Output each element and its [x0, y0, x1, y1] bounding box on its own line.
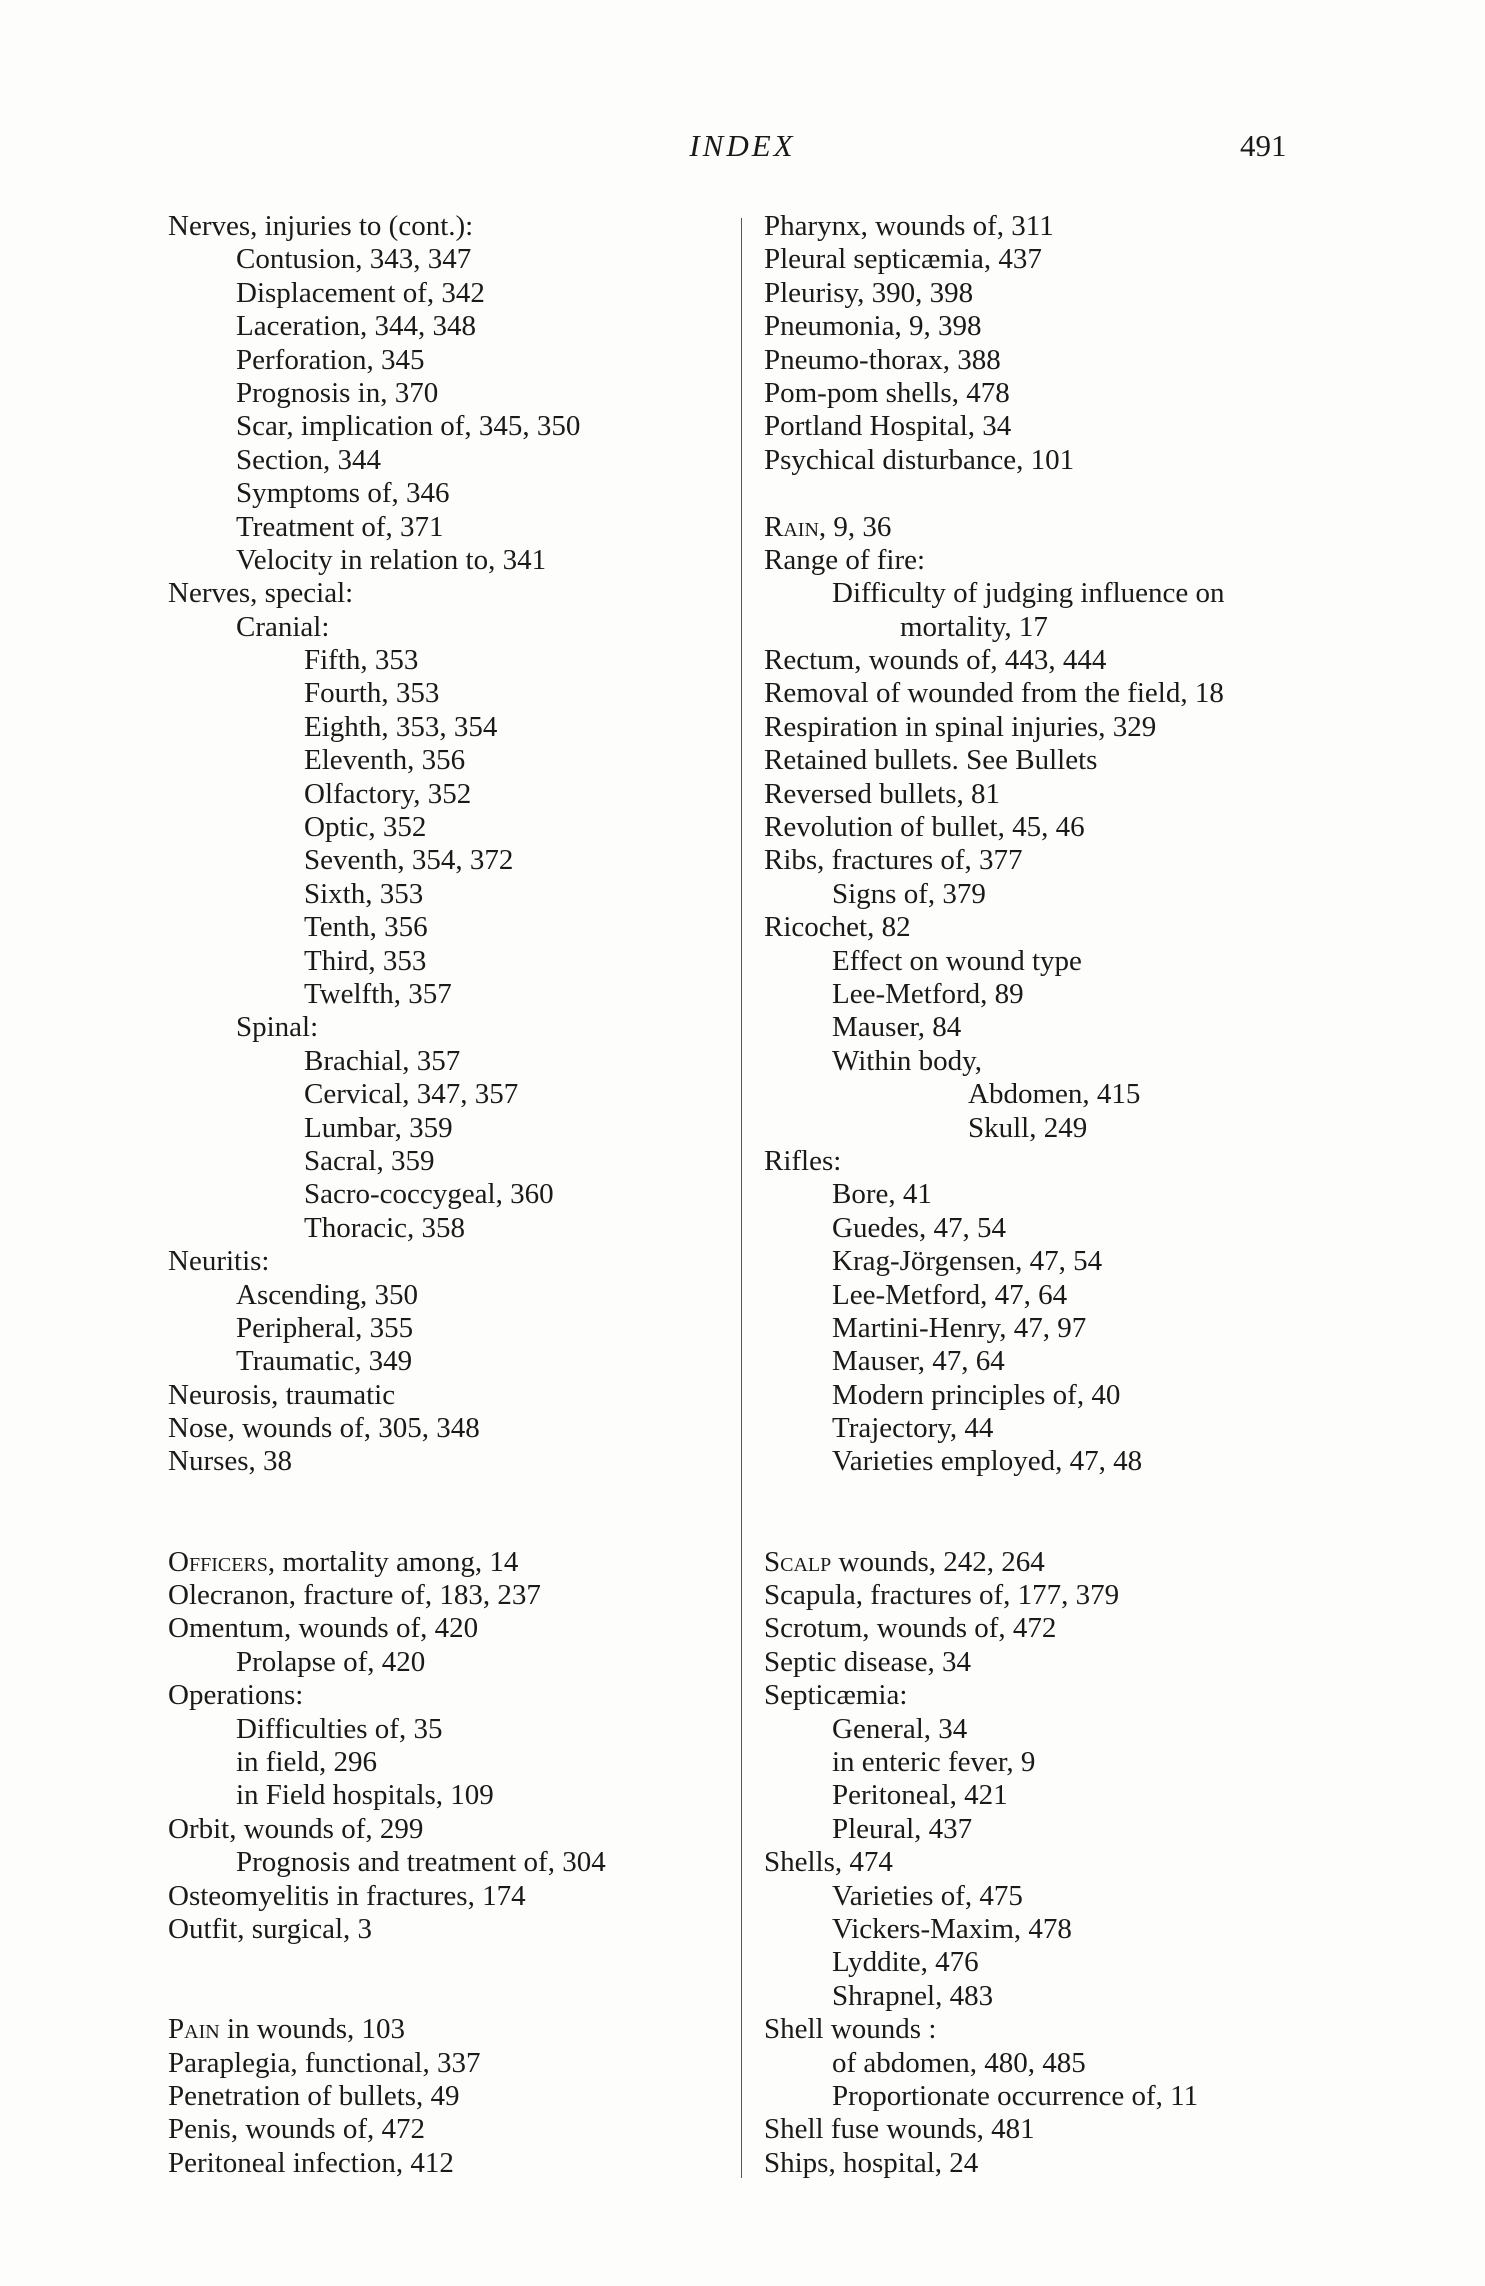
index-entry	[764, 677, 1324, 710]
entry-text: in Field hospitals, 109	[236, 1779, 494, 1812]
entry-text: in enteric fever, 9	[832, 1745, 1036, 1778]
index-entry	[168, 377, 728, 410]
index-entry	[168, 2013, 728, 2046]
entry-text: Mauser, 47, 64	[832, 1345, 1005, 1378]
index-entry	[764, 577, 1324, 610]
index-entry	[764, 410, 1324, 443]
index-column-right	[764, 210, 1324, 2180]
entry-text: Perforation, 345	[236, 343, 425, 376]
index-entry	[168, 1379, 728, 1412]
index-entry	[764, 1279, 1324, 1312]
entry-text: Pneumo-thorax, 388	[764, 343, 1001, 376]
index-entry	[168, 878, 728, 911]
index-entry	[168, 2080, 728, 2113]
index-entry	[168, 243, 728, 276]
index-entry	[764, 844, 1324, 877]
index-entry	[764, 1612, 1324, 1645]
index-entry	[764, 1045, 1324, 1078]
entry-text: Shell wounds :	[764, 2013, 937, 2046]
index-entry	[764, 243, 1324, 276]
entry-text: Section, 344	[236, 443, 381, 476]
entry-text: Krag-Jörgensen, 47, 54	[832, 1245, 1103, 1278]
entry-text: Ascending, 350	[236, 1278, 419, 1311]
entry-text: Pom-pom shells, 478	[764, 376, 1010, 409]
entry-text: Thoracic, 358	[304, 1211, 466, 1244]
entry-text: Traumatic, 349	[236, 1345, 413, 1378]
entry-text: Vickers-Maxim, 478	[832, 1912, 1072, 1945]
entry-text: Nerves, injuries to (cont.):	[168, 210, 474, 242]
index-entry	[764, 1980, 1324, 2013]
index-entry	[764, 1178, 1324, 1211]
index-entry	[764, 945, 1324, 978]
entry-text: Scapula, fractures of, 177, 379	[764, 1579, 1120, 1612]
index-entry	[168, 611, 728, 644]
entry-text: Abdomen, 415	[968, 1078, 1141, 1111]
entry-text: Peripheral, 355	[236, 1311, 414, 1344]
entry-text: Reversed bullets, 81	[764, 777, 1000, 810]
entry-text: Outfit, surgical, 3	[168, 1912, 373, 1945]
index-entry	[764, 911, 1324, 944]
entry-text: Brachial, 357	[304, 1044, 461, 1077]
index-entry	[764, 1846, 1324, 1879]
entry-text: Fourth, 353	[304, 677, 440, 710]
index-entry	[168, 444, 728, 477]
entry-text: Lee-Metford, 89	[832, 977, 1024, 1010]
index-entry	[764, 344, 1324, 377]
index-entry	[168, 2047, 728, 2080]
index-entry	[168, 477, 728, 510]
entry-text: Cervical, 347, 357	[304, 1078, 519, 1111]
index-entry	[168, 1178, 728, 1211]
index-entry	[764, 210, 1324, 243]
index-entry	[168, 511, 728, 544]
index-entry	[168, 1546, 728, 1579]
index-entry	[168, 2147, 728, 2180]
entry-text: , 9, 36	[818, 510, 892, 543]
index-entry	[168, 1579, 728, 1612]
entry-text: Neurosis, traumatic	[168, 1378, 396, 1411]
index-entry	[764, 1112, 1324, 1145]
entry-text: Contusion, 343, 347	[236, 243, 472, 276]
entry-text: Removal of wounded from the field, 18	[764, 677, 1224, 710]
entry-text: Trajectory, 44	[832, 1412, 994, 1445]
entry-text: Displacement of, 342	[236, 276, 485, 309]
index-entry	[168, 811, 728, 844]
entry-text: Guedes, 47, 54	[832, 1211, 1006, 1244]
entry-text: Symptoms of, 346	[236, 477, 450, 510]
entry-text: Penis, wounds of, 472	[168, 2113, 425, 2146]
index-entry	[764, 1312, 1324, 1345]
index-entry	[168, 1813, 728, 1846]
index-entry	[168, 410, 728, 443]
index-entry	[168, 945, 728, 978]
entry-text: Nurses, 38	[168, 1445, 293, 1478]
entry-text: Signs of, 379	[832, 877, 986, 910]
entry-text: Sacro-coccygeal, 360	[304, 1178, 554, 1211]
index-entry	[168, 1011, 728, 1044]
entry-text: Paraplegia, functional, 337	[168, 2046, 481, 2079]
entry-text: Peritoneal infection, 412	[168, 2146, 454, 2179]
page-number: 491	[1240, 128, 1287, 163]
entry-text: Revolution of bullet, 45, 46	[764, 811, 1085, 844]
index-entry	[168, 1846, 728, 1879]
index-entry	[168, 344, 728, 377]
index-entry	[168, 1279, 728, 1312]
entry-text: Pleural, 437	[832, 1812, 973, 1845]
entry-text: Cranial:	[236, 610, 330, 643]
entry-text: in field, 296	[236, 1745, 377, 1778]
index-entry	[168, 1713, 728, 1746]
index-entry	[764, 644, 1324, 677]
entry-text: Respiration in spinal injuries, 329	[764, 710, 1157, 743]
entry-text: Omentum, wounds of, 420	[168, 1612, 479, 1645]
entry-text: of abdomen, 480, 485	[832, 2046, 1086, 2079]
entry-text: Lumbar, 359	[304, 1111, 453, 1144]
entry-text: Velocity in relation to, 341	[236, 543, 547, 576]
entry-text: , mortality among, 14	[267, 1545, 519, 1578]
entry-text: Osteomyelitis in fractures, 174	[168, 1879, 526, 1912]
index-entry	[764, 1345, 1324, 1378]
index-entry	[764, 1646, 1324, 1679]
entry-text: Olecranon, fracture of, 183, 237	[168, 1579, 541, 1612]
entry-text: Twelfth, 357	[304, 977, 452, 1010]
index-entry	[168, 1913, 728, 1946]
section-gap	[168, 1479, 728, 1546]
index-entry	[764, 778, 1324, 811]
index-entry	[168, 1145, 728, 1178]
entry-small-caps: Scalp	[764, 1545, 832, 1578]
index-entry	[168, 310, 728, 343]
entry-text: Olfactory, 352	[304, 777, 472, 810]
index-entry	[168, 911, 728, 944]
section-gap	[168, 1946, 728, 2013]
entry-text: Shells, 474	[764, 1846, 893, 1879]
section-gap	[764, 1479, 1324, 1546]
index-entry	[168, 1245, 728, 1278]
entry-text: Peritoneal, 421	[832, 1779, 1008, 1812]
entry-text: Ribs, fractures of, 377	[764, 844, 1023, 877]
index-entry	[168, 1412, 728, 1445]
index-entry	[764, 277, 1324, 310]
index-entry	[764, 2113, 1324, 2146]
index-entry	[168, 677, 728, 710]
entry-text: Prognosis and treatment of, 304	[236, 1846, 606, 1879]
index-entry	[764, 1880, 1324, 1913]
entry-text: Varieties of, 475	[832, 1879, 1023, 1912]
entry-text: Difficulties of, 35	[236, 1712, 443, 1745]
index-entry	[764, 2080, 1324, 2113]
index-entry	[764, 544, 1324, 577]
entry-text: Psychical disturbance, 101	[764, 443, 1075, 476]
entry-text: General, 34	[832, 1712, 968, 1745]
index-entry	[168, 1345, 728, 1378]
index-entry	[764, 2047, 1324, 2080]
entry-text: Difficulty of judging influence on	[832, 577, 1225, 610]
entry-text: Nose, wounds of, 305, 348	[168, 1412, 480, 1445]
entry-text: Sixth, 353	[304, 877, 424, 910]
entry-text: Pleurisy, 390, 398	[764, 276, 974, 309]
entry-text: Varieties employed, 47, 48	[832, 1445, 1143, 1478]
index-entry	[168, 844, 728, 877]
index-entry	[764, 744, 1324, 777]
index-entry	[764, 1813, 1324, 1846]
index-entry	[168, 778, 728, 811]
entry-text: Rifles:	[764, 1144, 842, 1177]
entry-text: Optic, 352	[304, 811, 427, 844]
entry-small-caps: Rain	[764, 510, 819, 543]
entry-text: Tenth, 356	[304, 911, 428, 944]
index-entry	[764, 1011, 1324, 1044]
index-entry	[764, 611, 1324, 644]
entry-text: Within body,	[832, 1044, 982, 1077]
entry-text: Scrotum, wounds of, 472	[764, 1612, 1057, 1645]
entry-text: Fifth, 353	[304, 644, 419, 677]
entry-text: wounds, 242, 264	[831, 1545, 1045, 1578]
entry-text: Prognosis in, 370	[236, 376, 439, 409]
page-title: INDEX	[689, 128, 796, 163]
index-entry	[764, 1445, 1324, 1478]
index-entry	[168, 1880, 728, 1913]
entry-text: Eleventh, 356	[304, 744, 466, 777]
entry-text: Rectum, wounds of, 443, 444	[764, 644, 1107, 677]
entry-text: Ships, hospital, 24	[764, 2146, 979, 2179]
entry-text: Operations:	[168, 1679, 304, 1712]
index-column-left	[168, 210, 728, 2180]
index-entry	[764, 1546, 1324, 1579]
entry-text: Seventh, 354, 372	[304, 844, 514, 877]
entry-text: Portland Hospital, 34	[764, 410, 1012, 443]
entry-text: Laceration, 344, 348	[236, 310, 476, 343]
entry-text: Modern principles of, 40	[832, 1378, 1121, 1411]
index-entry	[764, 1913, 1324, 1946]
index-entry	[168, 711, 728, 744]
index-entry	[764, 978, 1324, 1011]
entry-text: Pneumonia, 9, 398	[764, 310, 982, 343]
entry-text: Septic disease, 34	[764, 1645, 971, 1678]
entry-text: Lee-Metford, 47, 64	[832, 1278, 1068, 1311]
index-entry	[764, 444, 1324, 477]
index-entry	[168, 978, 728, 1011]
index-entry	[168, 577, 728, 610]
entry-text: Treatment of, 371	[236, 510, 444, 543]
entry-text: Pharynx, wounds of, 311	[764, 210, 1054, 242]
index-entry	[168, 2113, 728, 2146]
index-entry	[764, 1212, 1324, 1245]
index-entry	[764, 1579, 1324, 1612]
index-entry	[168, 1045, 728, 1078]
index-entry	[764, 1078, 1324, 1111]
entry-text: Shrapnel, 483	[832, 1979, 994, 2012]
index-entry	[168, 1646, 728, 1679]
entry-text: Eighth, 353, 354	[304, 710, 498, 743]
index-entry	[764, 1779, 1324, 1812]
index-entry	[764, 1379, 1324, 1412]
entry-text: Orbit, wounds of, 299	[168, 1812, 424, 1845]
index-entry	[764, 2013, 1324, 2046]
index-entry	[764, 377, 1324, 410]
entry-text: Spinal:	[236, 1011, 319, 1044]
entry-text: Scar, implication of, 345, 350	[236, 410, 581, 443]
entry-text: Mauser, 84	[832, 1011, 962, 1044]
entry-text: Third, 353	[304, 944, 427, 977]
entry-text: Retained bullets. See Bullets	[764, 744, 1098, 777]
index-entry	[764, 511, 1324, 544]
entry-text: Proportionate occurrence of, 11	[832, 2079, 1199, 2112]
index-entry	[168, 544, 728, 577]
index-entry	[168, 1746, 728, 1779]
entry-text: Lyddite, 476	[832, 1946, 979, 1979]
entry-text: Sacral, 359	[304, 1144, 435, 1177]
entry-small-caps: Officers	[168, 1545, 268, 1578]
index-entry	[168, 1112, 728, 1145]
entry-text: Range of fire:	[764, 543, 926, 576]
index-entry	[764, 1412, 1324, 1445]
entry-text: Martini-Henry, 47, 97	[832, 1311, 1087, 1344]
index-entry	[764, 310, 1324, 343]
index-entry	[764, 2147, 1324, 2180]
entry-text: mortality, 17	[900, 610, 1048, 643]
index-entry	[168, 1078, 728, 1111]
entry-text: Prolapse of, 420	[236, 1645, 426, 1678]
entry-text: Pleural septicæmia, 437	[764, 243, 1042, 276]
index-entry	[168, 1779, 728, 1812]
index-entry	[764, 1679, 1324, 1712]
index-entry	[764, 711, 1324, 744]
index-entry	[764, 1245, 1324, 1278]
entry-text: Ricochet, 82	[764, 911, 911, 944]
index-entry	[168, 210, 728, 243]
index-entry	[764, 1145, 1324, 1178]
index-entry	[168, 1445, 728, 1478]
entry-text: Neuritis:	[168, 1245, 270, 1278]
index-entry	[168, 1679, 728, 1712]
index-entry	[168, 644, 728, 677]
index-entry	[764, 811, 1324, 844]
index-entry	[168, 1612, 728, 1645]
entry-text: Nerves, special:	[168, 577, 354, 610]
column-divider	[741, 218, 742, 2178]
index-entry	[764, 1746, 1324, 1779]
entry-text: in wounds, 103	[219, 2013, 405, 2046]
index-entry	[764, 878, 1324, 911]
section-gap	[764, 477, 1324, 510]
index-entry	[764, 1713, 1324, 1746]
entry-text: Penetration of bullets, 49	[168, 2079, 460, 2112]
index-entry	[168, 1212, 728, 1245]
index-entry	[168, 744, 728, 777]
entry-text: Septicæmia:	[764, 1679, 908, 1712]
entry-text: Shell fuse wounds, 481	[764, 2113, 1035, 2146]
index-entry	[168, 277, 728, 310]
index-entry	[168, 1312, 728, 1345]
index-entry	[764, 1946, 1324, 1979]
entry-text: Effect on wound type	[832, 944, 1082, 977]
entry-text: Bore, 41	[832, 1178, 932, 1211]
entry-small-caps: Pain	[168, 2013, 220, 2046]
entry-text: Skull, 249	[968, 1111, 1088, 1144]
